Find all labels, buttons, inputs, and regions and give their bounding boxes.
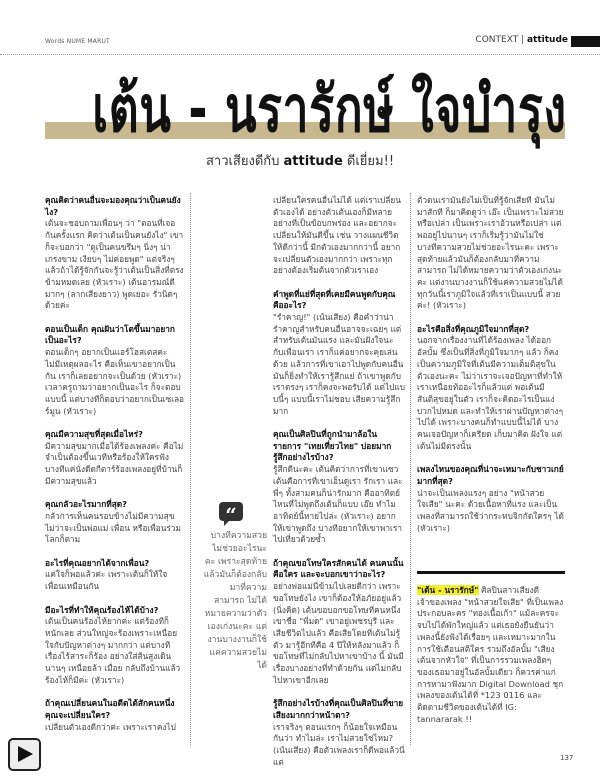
qa-block — [417, 195, 565, 312]
answer: มีความสุขมากเมื่อได้ร้องเพลงค่ะ คือไม่จำเป็นต้องขึ้นเวทีหรือร้องให้ใครฟัง บางทีแค่นั่งดีดกีตาร์ร้องเพลงอยู่ที่บ้านก็มีความสุขแล้ว — [45, 440, 184, 486]
column-divider — [190, 193, 191, 745]
qa-block — [45, 429, 185, 488]
answer: รู้สึกดีนะคะ เต้นคิดว่าการที่เขาแซวเต้นคือการที่เขาเอ็นดูเรา รักเรา และพี่ๆ ทั้งสามคนก็น่ารักมาก คืออาทิตย์ไหนที่ไม่พูดถึงเต้นก็แบบ เอ๊ย ทำไมอาทิตย์นี้หายไปล่ะ (หัวเราะ) อยากให้เขาพูดถึง บางทีอยากให้เขาพาเราไปเที่ยวด้วยซ้ำ — [273, 464, 403, 545]
answer: น่าจะเป็นเพลงแรงๆ อย่าง "หน้าสวยใจเสีย" นะคะ ด้วยเนื้อหาที่แรง และเป็นเพลงที่สามารถใช้ว่ากระทบจิกกัดใครๆ ได้ (หัวเราะ) — [417, 487, 564, 533]
qa-block — [273, 289, 405, 418]
answer: ตัวตนเรามันยังไม่เป็นที่รู้จักเสียที มันไม่มาสักที ก็มาคิดดูว่า เอ๊ะ เป็นเพราะไม่สวยหรือเปล่า เป็นเพราะเราอ้วนหรือเปล่า แต่พออยู่ไปนานๆ เราก็เริ่มรู้ว่ามันไม่ใช่ บางทีความสวยไม่ช่วยอะไรนะคะ เพราะสุดท้ายแล้วมันก็ต้องกลับมาที่ความสามารถ ไม่ได้หมายความว่าตัวเองเก่งนะคะ แต่งานบางงานก็ใช้แค่ความสวยไม่ได้ ทุกวันนี้เราภูมิใจแล้วที่เราเป็นแบบนี้ สวยค่ะ! (หัวเราะ) — [417, 195, 564, 311]
question: คุณเป็นศิลปินที่ถูกนำมาล้อในรายการ "เทยเที่ยวไทย" บ่อยมาก รู้สึกอย่างไรบ้าง? — [273, 429, 392, 463]
section-sub: attitude — [526, 35, 568, 45]
qa-block — [273, 195, 405, 277]
question: คุณมีความสุขที่สุดเมื่อไหร่? — [45, 429, 143, 440]
page-number: 137 — [560, 754, 574, 762]
bio-text: ศิลปินสาวเสียงดี เจ้าของเพลง "หน้าสวยใจเสีย" ที่เป็นเพลงประกอบละคร "ทองเนื้อเก้า" แม้ละครจะจบไปได้พักใหญ่แล้ว แต่เธอยังยืนยันว่าเพลงนี้ยังฟังได้เรื่อยๆ และเหมาะมากในการใช้เตือนสติใคร รวมถึงอัลบั้ม "เสียงเต้นจากหัวใจ" ที่เป็นการรวมเพลงฮิตๆ ของเธอมาอยู่ในอัลบั้มเดียว ก็ควรค่าแก่การหามาฟังมาก Digital Download ชุกเพลงของเต้นได้ที่ *123 0116 และติดตามชีวิตของเต้นได้ที่ IG: tannararak !! — [417, 585, 564, 724]
question: คุณกลัวอะไรมากที่สุด? — [45, 499, 127, 510]
qa-block — [273, 558, 405, 687]
question: ถ้าคุณขอโทษใครสักคนได้ คนคนนั้นคือใคร และจะบอกเขาว่าอะไร? — [273, 557, 404, 580]
answer: กลัวการเห็นคนรอบข้างไม่มีความสุข ไม่ว่าจะเป็นพ่อแม่ เพื่อน หรือเพื่อนร่วมโลกก็ตาม — [45, 510, 182, 545]
qa-block — [45, 698, 185, 733]
qa-block — [273, 429, 405, 546]
author-credit: Words NUME MARUT — [45, 38, 110, 45]
question: มีอะไรที่ทำให้คุณร้องไห้ได้บ้าง? — [45, 604, 159, 615]
quote-icon: “ — [219, 502, 243, 521]
column-1 — [45, 195, 185, 745]
subtitle-post: ดีเยี่ยม!! — [342, 154, 395, 169]
question: อะไรที่คุณอยากได้จากเพื่อน? — [45, 557, 150, 568]
section-marker-bar — [571, 36, 600, 47]
qa-block — [417, 324, 565, 453]
question: ตอนเป็นเด็ก คุณฝันว่าโตขึ้นมาอยากเป็นอะไร? — [45, 323, 175, 346]
qa-block — [273, 698, 405, 768]
answer: อย่างพ่อแม่นี่ข้ามไปเลยดีกว่า เพราะขอโทษยังไง เขาก็ต้องให้อภัยอยู่แล้ว (นิ่งคิด) เต้นขอบอกขอโทษที่คนหนึ่ง เขาชื่อ "พี่มด" เขาอยู่เพชรบุรี และเสียชีวิตไปแล้ว คือเสียโดยที่เต้นไม่รู้ตัว มารู้อีกทีคือ 4 ปีให้หลังมาแล้ว ก็ขอโทษที่ไม่กลับไปหาเขาบ้าง นี้ มันมีเรื่องบางอย่างที่ทำด้วยกัน แต่ไม่กลับไปหาเขาอีกเลย — [273, 581, 404, 685]
pull-quote: บางทีความสวยไม่ช่วยอะไรนะคะ เพราะสุดท้ายแล้วมันก็ต้องกลับมาที่ความสามารถ ไม่ได้หมายความว่าตัวเองเก่งนะคะ แต่งานบางงานก็ใช้แค่ความสวยไม่ได้ — [203, 531, 267, 671]
question: ถ้าคุณเปลี่ยนคนในอดีตได้สักคนหนึ่ง คุณจะเปลี่ยนใคร? — [45, 698, 175, 720]
answer: ตอนเด็กๆ อยากเป็นแอร์โฮสเตสค่ะ ไม่มีเหตุผลอะไร คือเห็นเขาอยากเป็นกัน เราก็เลยอยากจะเป็นด้วย (หัวเราะ) เวลาครูถามว่าอยากเป็นอะไร ก็จะตอบแบบนี้ แต่บางทีก็ตอบว่าอยากเป็นเซเลอร์มูน (หัวเราะ) — [45, 347, 185, 416]
bio-rule — [417, 571, 565, 574]
column-2 — [273, 195, 405, 780]
answer: นอกจากเรื่องงานที่ได้ร้องเพลง ได้ออกอัลบั้ม ซึ่งเป็นที่สิ่งที่ภูมิใจมากๆ แล้ว ก็คงเป็นความภูมิใจที่เต้นมีความเต็มติสุขในตัวเองนะคะ ไม่ว่าเราจะเจอปัญหาที่ทำให้เราเหนื่อยท้ออะไรก็แล้วแต่ พอเต้นมีสันติสุขอยู่ในตัว เราก็จะคิดอะไรเป็นแง่บวกไปหมด และทำให้เราผ่านปัญหาต่างๆ ไปได้ เพราะบางคนก็ทำแบบนี้ไม่ได้ บางคนเจอปัญหาก็เครียด เก็บมาคิด ฝังใจ แต่เต้นไม่มีตรงนั้น — [417, 335, 564, 451]
answer: "รำคาญ!" (เน้นเสียง) คือคำว่าน่ารำคาญสำหรับคนอื่นอาจจะเฉยๆ แต่สำหรับเต้นมันแรง และมันฝังใจนะ กับเพื่อนเรา เราก็แค่อยากจะคุยเล่นด้วย แล้วการที่เขาเอาไปพูดกับคนอื่น มันก็ยิ่งทำให้เรารู้สึกแย่ ถ้าเขาพูดกับเราตรงๆ เราก็คงจะพอรับได้ แต่ไปแบบนี้ๆ แบบนี้เราไม่ชอบ เสียความรู้สึกมาก — [273, 312, 405, 416]
answer: แค่ใจก็พอแล้วค่ะ เพราะเต้นก็ให้ใจเพื่อนเหมือนกัน — [45, 569, 168, 592]
qa-block — [45, 558, 185, 593]
qa-block — [45, 605, 185, 687]
qa-block — [45, 324, 185, 418]
question: คำพูดที่แย่ที่สุดที่เคยมีคนพูดกับคุณคืออะไร? — [273, 288, 396, 311]
answer: เราจริงๆ ตอนแรกๆ ก็น้อยใจเหมือนกันว่า ทำไมล่ะ เราไม่สวยใช่ไหม? (เน้นเสียง) คือตัวเพลงเราก็ดีพอแล้วนี่ แต่ — [273, 721, 405, 767]
subtitle — [0, 150, 600, 171]
answer: เต้นจะชอบถามเพื่อนๆ ว่า "ตอนที่เจอกันครั้งแรก คิดว่าเต้นเป็นคนยังไง" เขาก็จะบอกว่า "ดูเป็นคนขรึมๆ นิ่งๆ น่าเกรงขาม เงียบๆ ไม่ค่อยพูด" แต่จริงๆ แล้วถ้าได้รู้จักกันจะรู้ว่าเต้นเป็นสิ่งที่ตรงข้ามหมดเลย (หัวเราะ) เต้นอารมณ์ดีมากๆ (ลากเสียงยาว) พูดเยอะ รั่วนิดๆ ด้วยค่ะ — [45, 218, 184, 311]
section-name: CONTEXT — [475, 35, 519, 45]
qa-block — [45, 499, 185, 546]
subtitle-pre: สาวเสียงดีกับ — [205, 154, 284, 169]
question: รู้สึกอย่างไรบ้างที่คุณเป็นศิลปินที่ขายเสียงมากกว่าหน้าตา? — [273, 698, 404, 720]
column-3 — [417, 195, 565, 546]
question: เพลงไหนของคุณที่น่าจะเหมาะกับชาวเกย์มากที่สุด? — [417, 464, 564, 486]
bio-highlight: "เต้น - นรารักษ์" — [417, 585, 479, 595]
column-divider — [410, 193, 411, 745]
artist-bio — [417, 585, 565, 725]
qa-block — [45, 195, 185, 312]
answer: เต้นเป็นคนร้องไห้ยากค่ะ แต่ร้องทีก็หนักเลย ส่วนใหญ่จะร้องเพราะเหนื่อยใจกับปัญหาต่างๆ มากกว่า แต่บางทีเรื่องไร้สาระก็ร้อง อย่างใส่ส้นสูงเดินนานๆ เหนื่อยล้า เมื่อย กลับถึงบ้านแล้วร้องไห้ก็มีค่ะ (หัวเราะ) — [45, 616, 181, 685]
page-title: เต้น - นรารักษ์ ใจบำรุง — [92, 73, 567, 147]
header-divider — [0, 54, 600, 55]
answer: เปลี่ยนตัวเองดีกว่าค่ะ เพราะเราคงไป — [45, 721, 176, 732]
question: อะไรคือสิ่งที่คุณภูมิใจมากที่สุด? — [417, 323, 530, 334]
answer: เปลี่ยนใครคนอื่นไม่ได้ แต่เราเปลี่ยนตัวเองได้ อย่างตัวเต้นเองก็มีหลายอย่างที่เป็นข้อบกพร่อง และอยากจะเปลี่ยนให้มันดีขึ้น เช่น วางแผนชีวิตให้ดีกว่านี้ มีกตัวเองมากกว่านี้ อยากจะเปลี่ยนตัวเองมากกว่า เพราะทุกอย่างต้องเริ่มต้นจากตัวเราเอง — [273, 195, 401, 276]
qa-block — [417, 464, 565, 534]
section-label: CONTEXT | attitude — [475, 35, 568, 45]
subtitle-bold: attitude — [283, 154, 343, 169]
question: คุณคิดว่าคนอื่นจะมองคุณว่าเป็นคนยังไง? — [45, 195, 181, 217]
play-button-icon[interactable] — [8, 738, 41, 771]
